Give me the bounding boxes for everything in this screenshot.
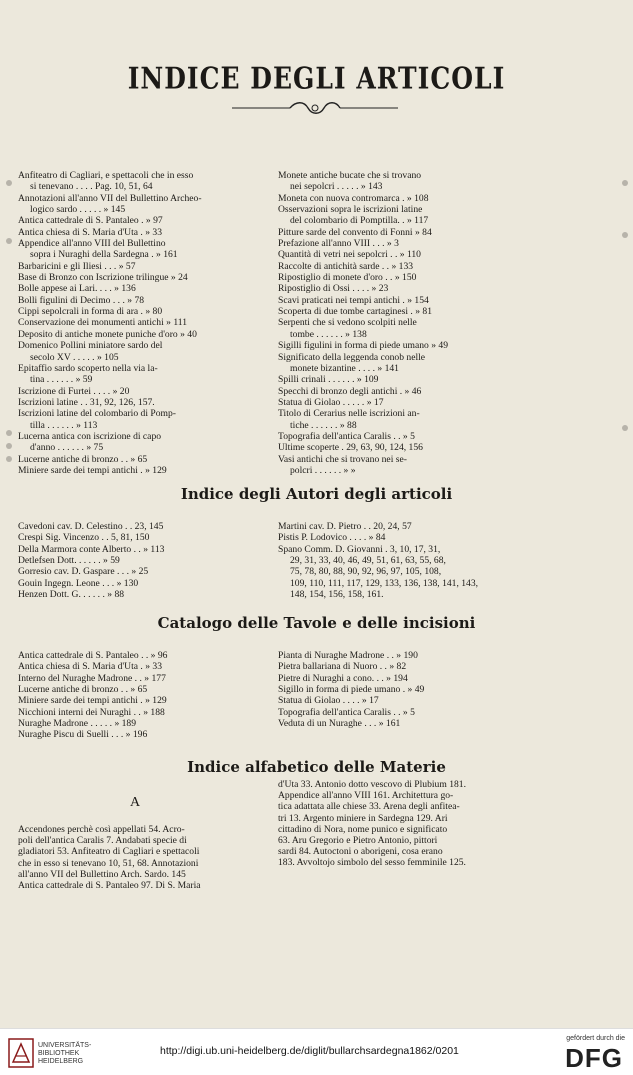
index-entry: Significato della leggenda conob nelle bbox=[278, 351, 426, 363]
index-entry: 148, 154, 156, 158, 161. bbox=[290, 589, 384, 601]
index-entry: Epitaffio sardo scoperto nella via la- bbox=[18, 362, 158, 374]
index-entry: Bolli figulini di Decimo . . . » 78 bbox=[18, 294, 145, 306]
permalink[interactable]: http://digi.ub.uni-heidelberg.de/diglit/bullarchsardegna1862/0201 bbox=[160, 1045, 459, 1057]
university-line: BIBLIOTHEK bbox=[38, 1050, 80, 1057]
index-entry: Iscrizioni latine del colombario di Pomp- bbox=[18, 408, 176, 420]
index-entry: Interno del Nuraghe Madrone . . » 177 bbox=[18, 672, 166, 684]
index-entry: Base di Bronzo con Iscrizione trilingue » 24 bbox=[18, 272, 188, 284]
binding-hole bbox=[6, 443, 12, 449]
index-entry: Titolo di Cerarius nelle iscrizioni an- bbox=[278, 408, 420, 420]
index-entry: Pistis P. Lodovico . . . . » 84 bbox=[278, 532, 386, 544]
index-entry: 29, 31, 33, 40, 46, 49, 51, 61, 63, 55, 68, bbox=[290, 555, 446, 567]
index-entry: secolo XV . . . . . » 105 bbox=[30, 351, 119, 363]
materie-left-text bbox=[18, 824, 274, 891]
index-entry: tina . . . . . . » 59 bbox=[30, 374, 93, 386]
index-entry: del colombario di Pomptilla. . » 117 bbox=[290, 215, 429, 227]
index-entry: Barbaricini e gli Iliesi . . . » 57 bbox=[18, 260, 136, 272]
index-entry: Iscrizioni latine . . 31, 92, 126, 157. bbox=[18, 396, 155, 408]
index-entry: Topografia dell'antica Caralis . . » 5 bbox=[278, 706, 415, 718]
university-seal-icon bbox=[8, 1038, 34, 1068]
index-entry: Anfiteatro di Cagliari, e spettacoli che in esso bbox=[18, 170, 194, 181]
index-entry: Ripostiglio di Ossi . . . . » 23 bbox=[278, 283, 389, 295]
binding-hole bbox=[622, 232, 628, 238]
text-line: cittadino di Nora, nome punico e significato bbox=[278, 823, 448, 835]
index-entry: monete bizantine . . . . » 141 bbox=[290, 362, 399, 374]
index-entry: Nicchioni interni dei Nuraghi . . » 188 bbox=[18, 706, 165, 718]
index-entry: Vasi antichi che si trovano nei se- bbox=[278, 453, 407, 465]
dfg-logo: DFG bbox=[565, 1043, 623, 1073]
index-entry: Lucerne antiche di bronzo . . » 65 bbox=[18, 453, 148, 465]
binding-hole bbox=[622, 425, 628, 431]
index-entry: Annotazioni all'anno VII del Bullettino Archeo- bbox=[18, 192, 202, 204]
authors-right-column bbox=[278, 521, 518, 600]
index-entry: Statua di Giolao . . . . . » 17 bbox=[278, 396, 384, 408]
index-entry: Topografia dell'antica Caralis . . » 5 bbox=[278, 430, 415, 442]
text-line: Appendice all'anno VIII 161. Architettura go- bbox=[278, 790, 454, 802]
text-line: tica adattata alle chiese 33. Arena degli anfitea- bbox=[278, 801, 460, 813]
text-line: d'Uta 33. Antonio dotto vescovo di Plubium 181. bbox=[278, 779, 467, 790]
index-entry: Pianta di Nuraghe Madrone . . » 190 bbox=[278, 650, 418, 661]
index-entry: tilla . . . . . . » 113 bbox=[30, 419, 98, 431]
page-title: INDICE DEGLI ARTICOLI bbox=[127, 61, 506, 96]
index-entry: Osservazioni sopra le iscrizioni latine bbox=[278, 204, 423, 216]
index-entry: Sigillo in forma di piede umano . » 49 bbox=[278, 684, 425, 696]
index-entry: Martini cav. D. Pietro . . 20, 24, 57 bbox=[278, 521, 412, 532]
text-line: 183. Avvoltojo simbolo del sesso femminile 125. bbox=[278, 857, 466, 869]
index-entry: Scoperta di due tombe cartaginesi . » 81 bbox=[278, 306, 432, 318]
index-entry: Monete antiche bucate che si trovano bbox=[278, 170, 422, 181]
index-entry: Ultime scoperte . 29, 63, 90, 124, 156 bbox=[278, 442, 423, 454]
section-letter: A bbox=[130, 795, 141, 810]
text-line: sardi 84. Autoctoni o aborigeni, cosa erano bbox=[278, 846, 443, 858]
articles-right-column bbox=[278, 170, 518, 476]
index-entry: Henzen Dott. G. . . . . . » 88 bbox=[18, 589, 125, 601]
index-entry: Pitture sarde del convento di Fonni » 84 bbox=[278, 226, 432, 238]
authors-heading: Indice degli Autori degli articoli bbox=[180, 485, 453, 503]
index-entry: Cavedoni cav. D. Celestino . . 23, 145 bbox=[18, 521, 164, 532]
index-entry: Miniere sarde dei tempi antichi . » 129 bbox=[18, 695, 167, 707]
index-entry: Gouin Ingegn. Leone . . . » 130 bbox=[18, 577, 139, 589]
index-entry: Deposito di antiche monete puniche d'oro » 40 bbox=[18, 328, 197, 340]
index-entry: Lucerna antica con iscrizione di capo bbox=[18, 430, 162, 442]
plates-heading: Catalogo delle Tavole e delle incisioni bbox=[157, 614, 476, 632]
index-entry: nei sepolcri . . . . . » 143 bbox=[290, 181, 383, 193]
binding-hole bbox=[6, 238, 12, 244]
index-entry: Raccolte di antichità sarde . . » 133 bbox=[278, 260, 414, 272]
index-entry: Antica cattedrale di S. Pantaleo . » 97 bbox=[18, 215, 163, 227]
plates-left-column bbox=[18, 650, 276, 741]
binding-hole bbox=[622, 180, 628, 186]
index-entry: polcri . . . . . . » » bbox=[290, 464, 356, 476]
title-ornament bbox=[230, 100, 400, 116]
articles-left-column bbox=[18, 170, 276, 476]
binding-hole bbox=[6, 456, 12, 462]
index-entry: Cippi sepolcrali in forma di ara . » 80 bbox=[18, 306, 163, 318]
index-entry: Scavi praticati nei tempi antichi . » 154 bbox=[278, 294, 429, 306]
text-line: 63. Aru Gregorio e Pietro Antonio, pittori bbox=[278, 835, 438, 847]
viewer-footer bbox=[0, 1028, 633, 1075]
index-entry: sopra i Nuraghi della Sardegna . » 161 bbox=[30, 249, 178, 261]
text-line: che in esso si tenevano 10, 51, 68. Annotazioni bbox=[18, 857, 199, 869]
text-line: Accendones perchè così appellati 54. Acro- bbox=[18, 824, 185, 835]
text-line: Antica cattedrale di S. Pantaleo 97. Di S. Maria bbox=[18, 880, 201, 892]
index-entry: Statua di Giolao . . . . » 17 bbox=[278, 695, 379, 707]
text-line: poli dell'antica Caralis 7. Andabati specie di bbox=[18, 835, 187, 847]
index-entry: si tenevano . . . . Pag. 10, 51, 64 bbox=[30, 181, 153, 193]
binding-hole bbox=[6, 180, 12, 186]
text-line: tri 13. Argento miniere in Sardegna 129. Ari bbox=[278, 812, 448, 824]
index-entry: Pietre di Nuraghi a cono. . . » 194 bbox=[278, 672, 408, 684]
index-entry: Sigilli figulini in forma di piede umano » 49 bbox=[278, 340, 449, 352]
index-entry: Miniere sarde dei tempi antichi . » 129 bbox=[18, 464, 167, 476]
index-entry: Crespi Sig. Vincenzo . . 5, 81, 150 bbox=[18, 532, 150, 544]
index-entry: Specchi di bronzo degli antichi . » 46 bbox=[278, 385, 422, 397]
text-line: all'anno VII del Bullettino Arch. Sardo. 145 bbox=[18, 868, 186, 880]
index-entry: Veduta di un Nuraghe . . . » 161 bbox=[278, 718, 401, 730]
index-entry: Nuraghe Piscu di Suelli . . . » 196 bbox=[18, 729, 148, 741]
index-entry: tombe . . . . . . » 138 bbox=[290, 328, 367, 340]
index-entry: Moneta con nuova contromarca . » 108 bbox=[278, 192, 429, 204]
index-entry: logico sardo . . . . . » 145 bbox=[30, 204, 126, 216]
index-entry: Appendice all'anno VIII del Bullettino bbox=[18, 238, 166, 250]
index-entry: Serpenti che si vedono scolpiti nelle bbox=[278, 317, 417, 329]
plates-right-column bbox=[278, 650, 518, 729]
index-entry: Lucerne antiche di bronzo . . » 65 bbox=[18, 684, 148, 696]
index-entry: 109, 110, 111, 117, 129, 133, 136, 138, 141, 143, bbox=[290, 577, 479, 589]
index-entry: Domenico Pollini miniatore sardo del bbox=[18, 340, 163, 352]
index-entry: d'anno . . . . . . » 75 bbox=[30, 442, 104, 454]
university-line: HEIDELBERG bbox=[38, 1058, 84, 1065]
materie-heading: Indice alfabetico delle Materie bbox=[187, 758, 446, 776]
index-entry: Iscrizione di Furtei . . . . » 20 bbox=[18, 385, 130, 397]
binding-hole bbox=[6, 430, 12, 436]
index-entry: Conservazione dei monumenti antichi » 111 bbox=[18, 317, 188, 329]
index-entry: Della Marmora conte Alberto . . » 113 bbox=[18, 543, 165, 555]
index-entry: Spilli crinali . . . . . . » 109 bbox=[278, 374, 379, 386]
index-entry: Spano Comm. D. Giovanni . 3, 10, 17, 31, bbox=[278, 543, 441, 555]
authors-left-column bbox=[18, 521, 276, 600]
index-entry: Antica chiesa di S. Maria d'Uta . » 33 bbox=[18, 661, 162, 673]
index-entry: Prefazione all'anno VIII . . . » 3 bbox=[278, 238, 399, 250]
index-entry: Bolle appese ai Lari. . . . » 136 bbox=[18, 283, 136, 295]
index-entry: Nuraghe Madrone . . . . . » 189 bbox=[18, 718, 137, 730]
index-entry: Antica cattedrale di S. Pantaleo . . » 96 bbox=[18, 650, 168, 661]
index-entry: tiche . . . . . . » 88 bbox=[290, 419, 357, 431]
index-entry: Antica chiesa di S. Maria d'Uta . » 33 bbox=[18, 226, 162, 238]
university-line: UNIVERSITÄTS- bbox=[38, 1042, 92, 1049]
index-entry: Quantità di vetri nei sepolcri . . » 110 bbox=[278, 249, 421, 261]
university-name bbox=[38, 1042, 91, 1066]
index-entry: Gorresio cav. D. Gaspare . . . » 25 bbox=[18, 566, 149, 578]
materie-right-text bbox=[278, 779, 516, 869]
funded-by-label: gefördert durch die bbox=[566, 1035, 625, 1042]
index-entry: Pietra ballariana di Nuoro . . » 82 bbox=[278, 661, 407, 673]
index-entry: 75, 78, 80, 88, 90, 92, 96, 97, 105, 108, bbox=[290, 566, 442, 578]
text-line: gladiatori 53. Anfiteatro di Cagliari e spettacoli bbox=[18, 846, 200, 858]
index-entry: Detlefsen Dott. . . . . . » 59 bbox=[18, 555, 120, 567]
index-entry: Ripostiglio di monete d'oro . . » 150 bbox=[278, 272, 417, 284]
